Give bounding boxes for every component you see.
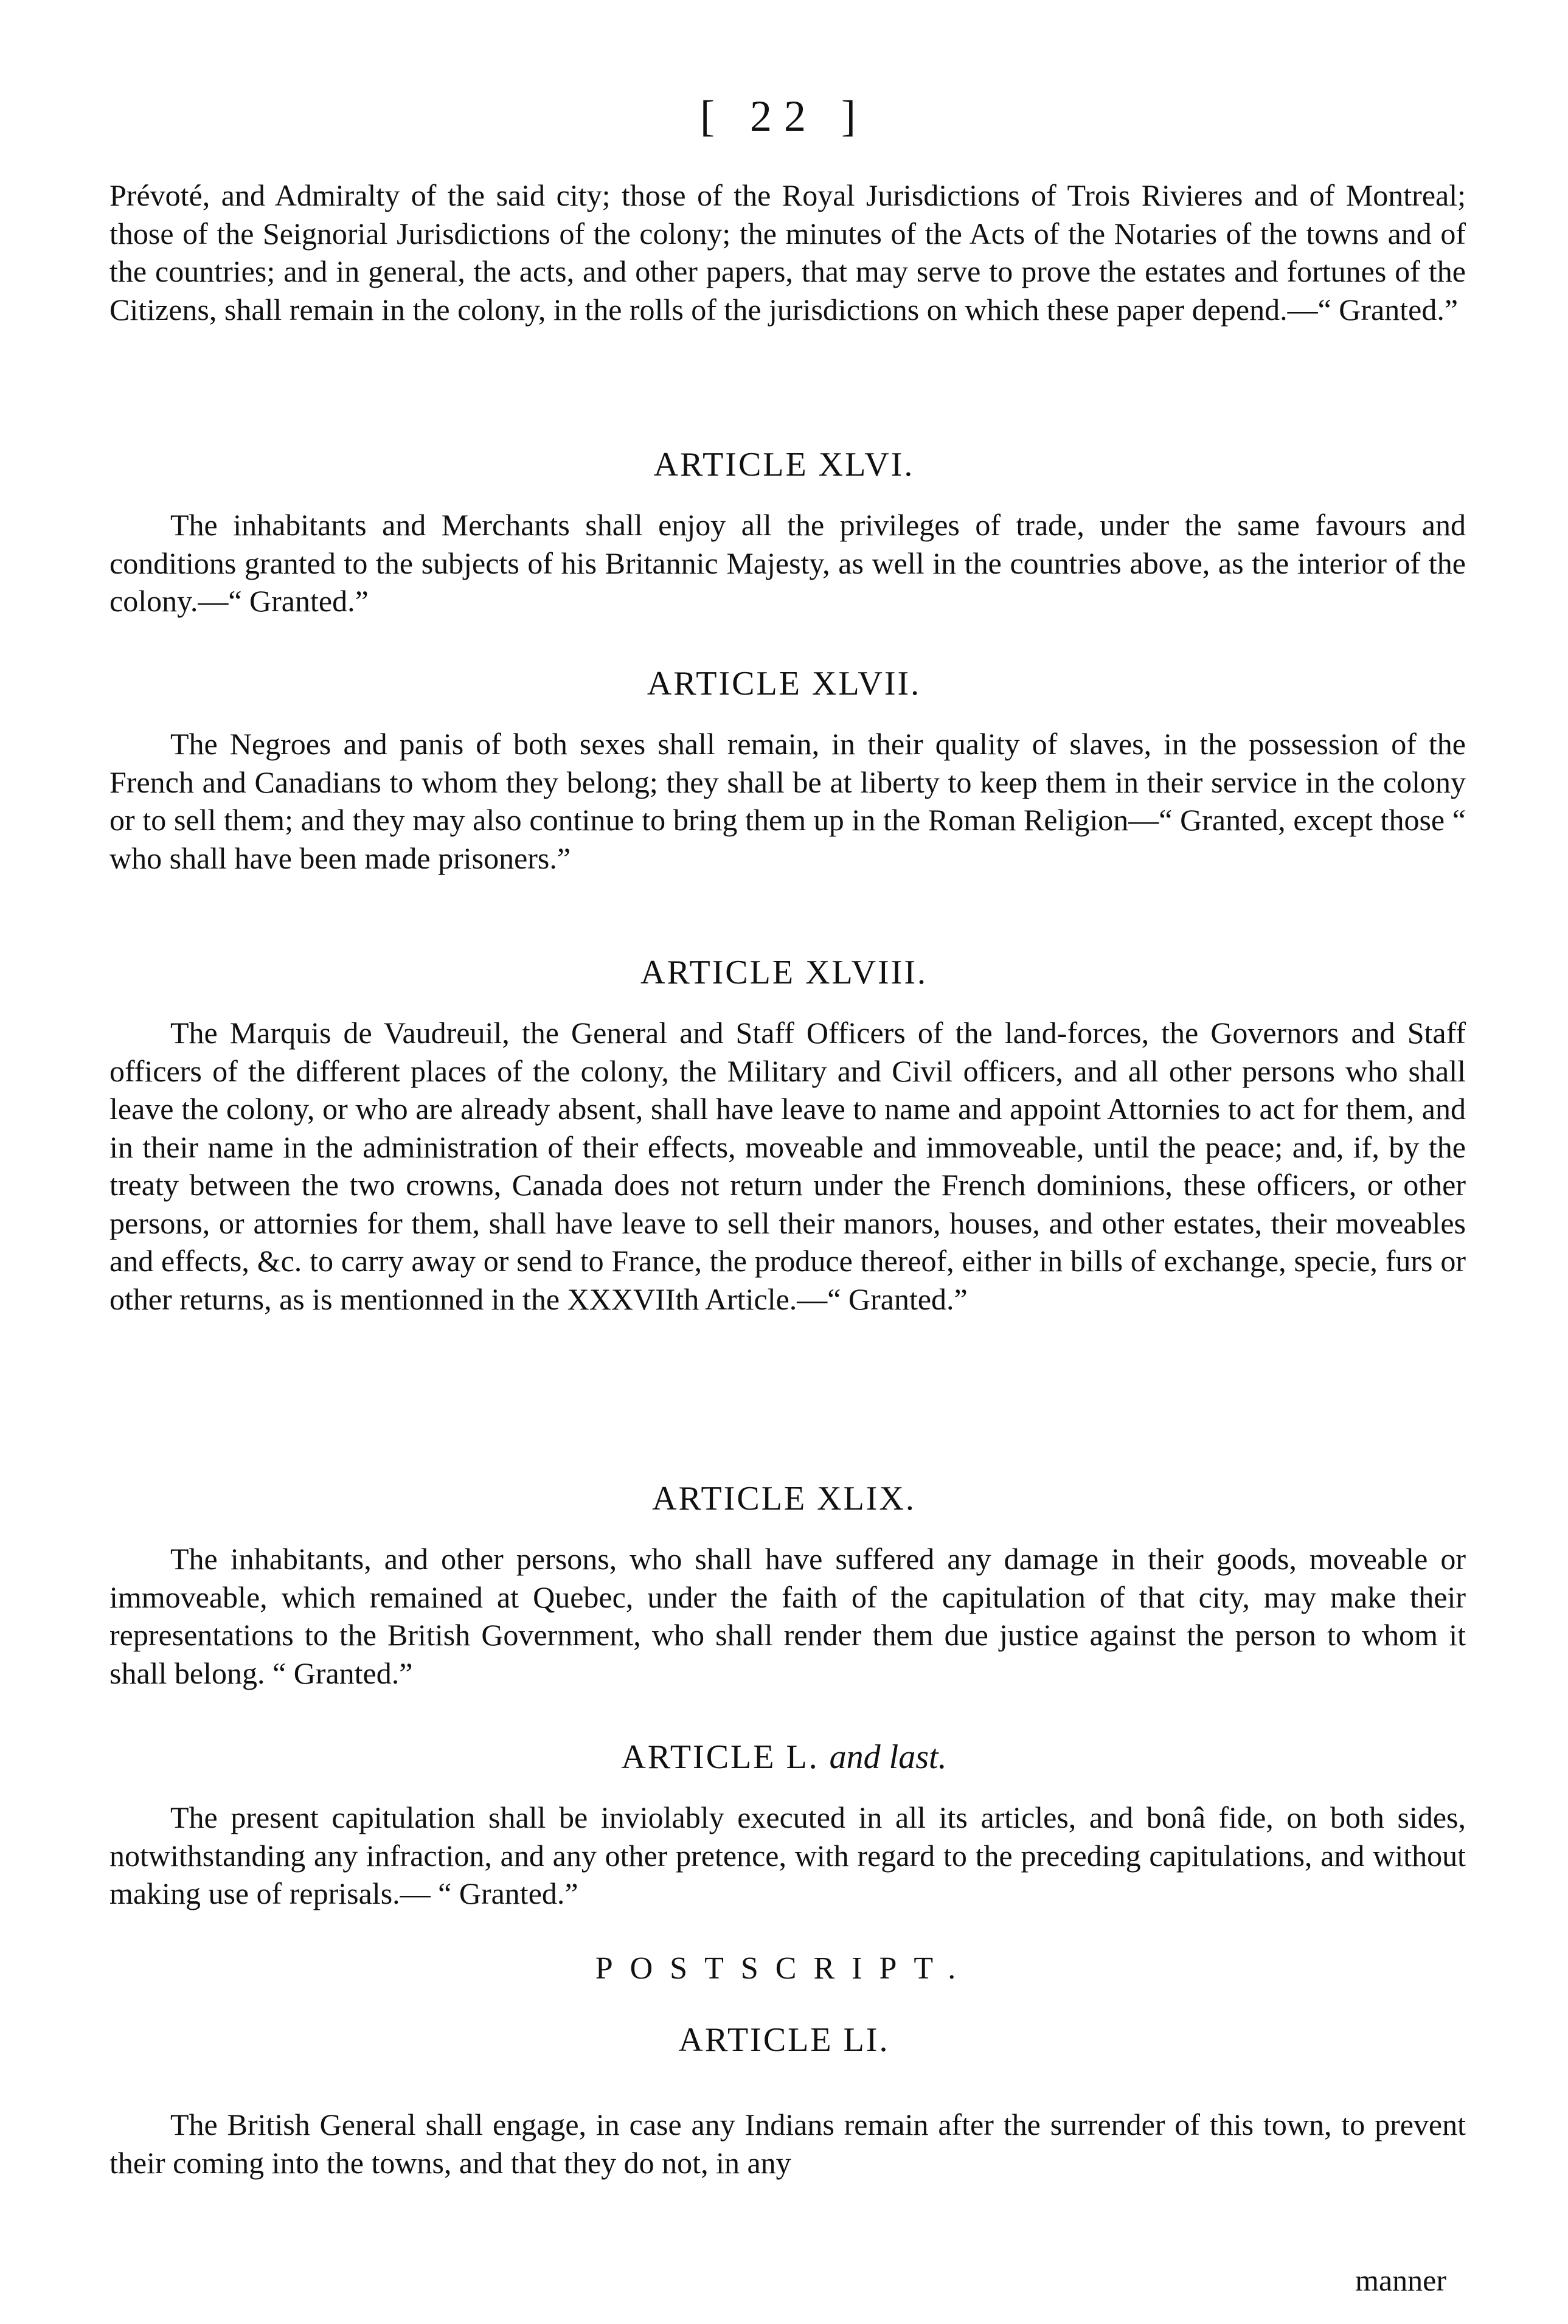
heading-postscript: POSTSCRIPT. — [595, 1951, 973, 1986]
paragraph-article-48 — [109, 1014, 1466, 1318]
paragraph-text: Prévoté, and Admiralty of the said city; those of the Royal Jurisdictions of Trois Rivieres and of Montreal; those of the Seignorial Jurisdictions of the colony; the minutes of the Acts of the Notaries of the towns and of the countries; and in general, the acts, and other papers, that may serve to prove the estates and fortunes of the Citizens, shall remain in the colony, in the rolls of the jurisdictions on which these paper depend.—“ Granted.” — [109, 178, 1466, 327]
paragraph-text: The Marquis de Vaudreuil, the General and Staff Officers of the land-forces, the Governors and Staff officers of the different places of the colony, the Military and Civil officers, and all other persons who shall leave the colony, or who are already absent, shall have leave to name and appoint Attornies to act for them, and in their name in the administration of their effects, moveable and immoveable, until the peace; and, if, by the treaty between the two crowns, Canada does not return under the French dominions, these officers, or other persons, or attornies for them, shall have leave to sell their manors, houses, and other estates, their moveables and effects, &c. to carry away or send to France, the produce thereof, either in bills of exchange, specie, furs or other returns, as is mentionned in the XXXVIIth Article.—“ Granted.” — [109, 1016, 1466, 1316]
catchword: manner — [1355, 2263, 1446, 2297]
heading-article-48: ARTICLE XLVIII. — [640, 954, 928, 991]
paragraph-article-50 — [109, 1798, 1466, 1913]
paragraph-text: The present capitulation shall be inviolably executed in all its articles, and bonâ fide, on both sides, notwithstanding any infraction, and any other pretence, with regard to the preceding capitulations, and without making use of reprisals.— “ Granted.” — [109, 1800, 1466, 1910]
heading-article-49: ARTICLE XLIX. — [652, 1480, 916, 1518]
heading-article-46: ARTICLE XLVI. — [653, 446, 915, 484]
paragraph-article-46 — [109, 506, 1466, 620]
page-number: [ 22 ] — [700, 92, 868, 140]
paragraph-text: The Negroes and panis of both sexes shall remain, in their quality of slaves, in the possession of the French and Canadians to whom they belong; they shall be at liberty to keep them in their service in the colony or to sell them; and they may also continue to bring them up in the Roman Religion—“ Granted, except those “ who shall have been made prisoners.” — [109, 727, 1466, 875]
paragraph-intro — [109, 176, 1466, 328]
heading-article-50-suffix: and last. — [829, 1738, 947, 1776]
paragraph-article-47 — [109, 725, 1466, 877]
heading-article-50-label: ARTICLE L. — [621, 1738, 819, 1776]
paragraph-text: The British General shall engage, in case any Indians remain after the surrender of this town, to prevent their coming into the towns, and that they do not, in any — [109, 2107, 1466, 2180]
paragraph-text: The inhabitants, and other persons, who shall have suffered any damage in their goods, moveable or immoveable, which remained at Quebec, under the faith of the capitulation of that city, may make their representations to the British Government, who shall render them due justice against the person to whom it shall belong. “ Granted.” — [109, 1542, 1466, 1690]
paragraph-text: The inhabitants and Merchants shall enjoy all the privileges of trade, under the same favours and conditions granted to the subjects of his Britannic Majesty, as well in the countries above, as the interior of the colony.—“ Granted.” — [109, 508, 1466, 618]
paragraph-article-51 — [109, 2106, 1466, 2182]
paragraph-article-49 — [109, 1540, 1466, 1692]
heading-article-47: ARTICLE XLVII. — [647, 665, 921, 702]
heading-article-50 — [0, 1738, 1568, 1777]
heading-article-51: ARTICLE LI. — [678, 2021, 890, 2059]
